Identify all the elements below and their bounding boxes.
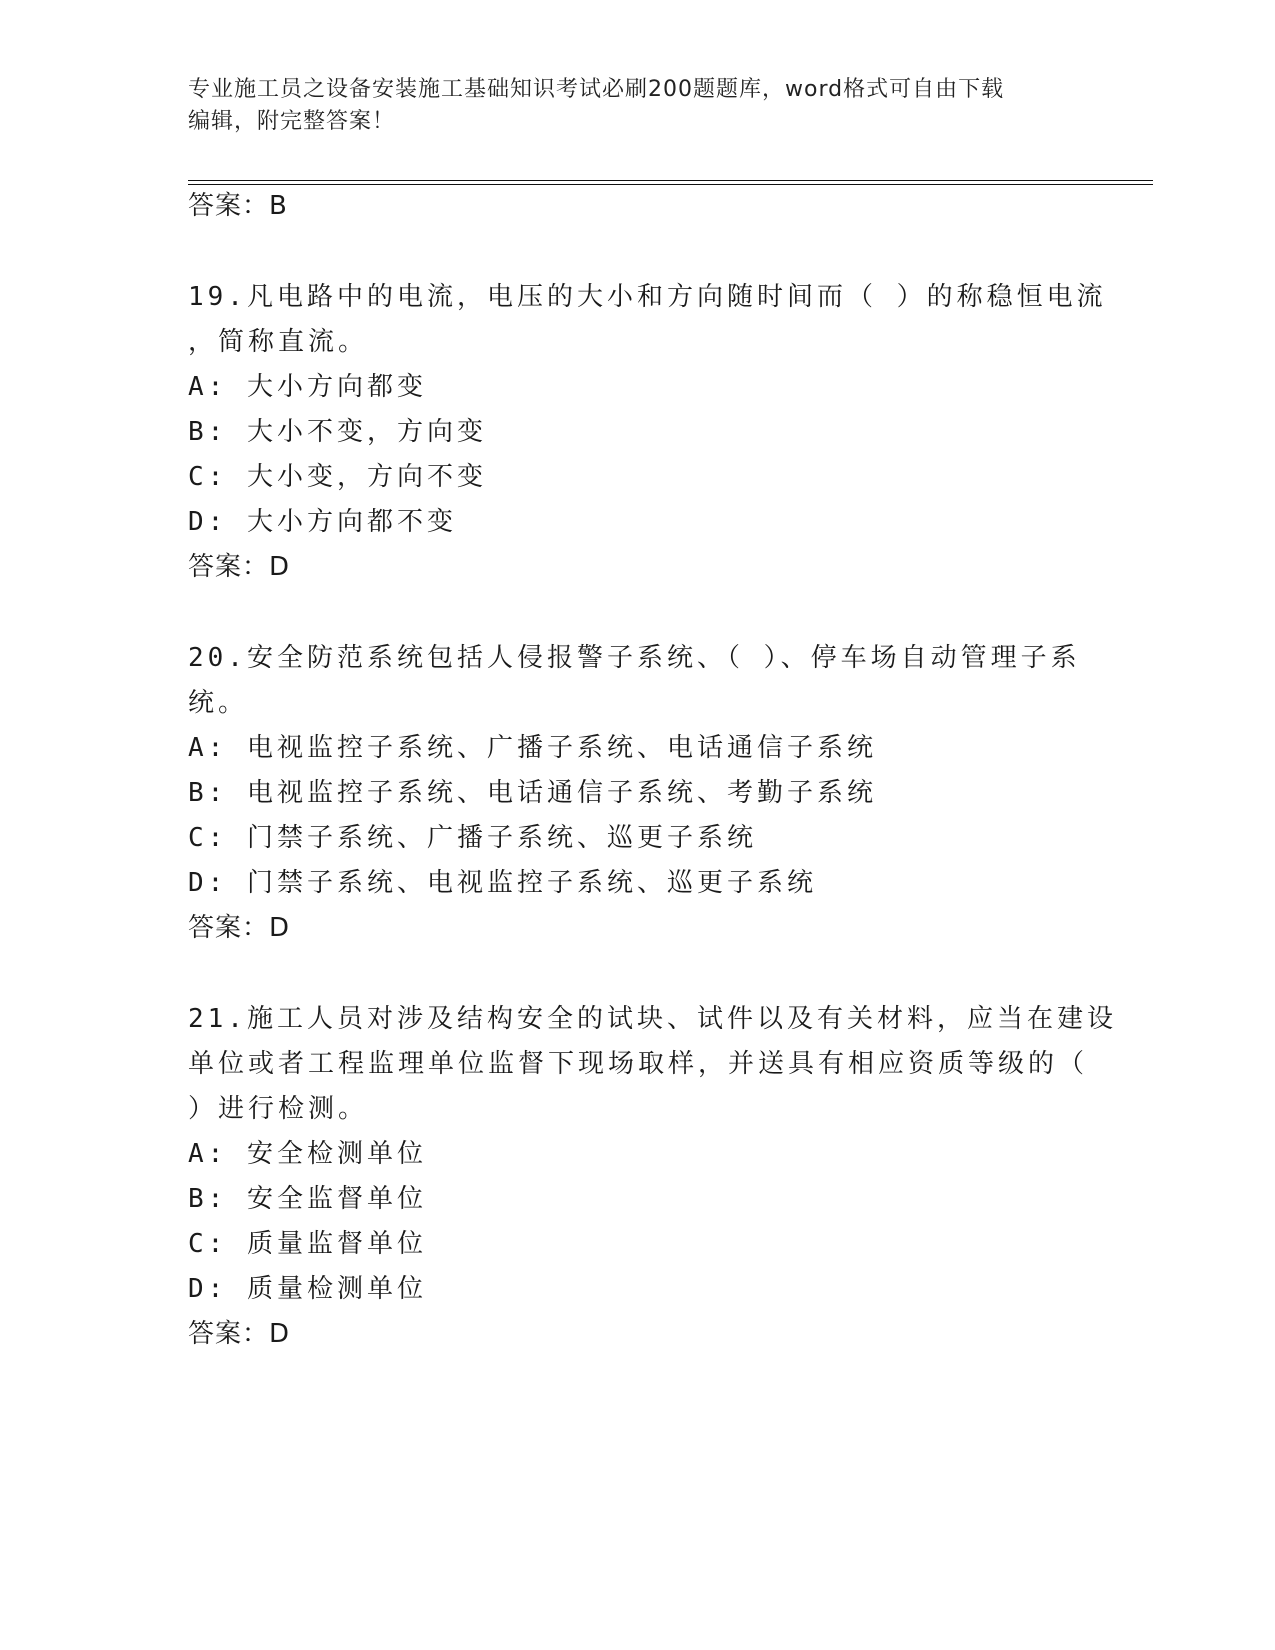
- option-b: B: 电视监控子系统、电话通信子系统、考勤子系统: [188, 778, 877, 808]
- option-b: B: 大小不变，方向变: [188, 417, 487, 447]
- option-c: C: 门禁子系统、广播子系统、巡更子系统: [188, 823, 757, 853]
- question-stem-line: ）进行检测。: [188, 1094, 369, 1124]
- option-b: B: 安全监督单位: [188, 1184, 427, 1214]
- answer: 答案：D: [188, 913, 291, 943]
- header-line-2: 编辑，附完整答案！: [188, 109, 396, 134]
- header-line-1: 专业施工员之设备安装施工基础知识考试必刷200题题库，word格式可自由下载: [188, 77, 1005, 102]
- answer: 答案：D: [188, 552, 291, 582]
- answer: 答案：D: [188, 1319, 291, 1349]
- header-divider-bottom: [188, 184, 1153, 185]
- question-stem-line: 统。: [188, 688, 249, 718]
- question-stem-line: ，简称直流。: [188, 327, 369, 357]
- header-divider-top: [188, 180, 1153, 181]
- option-d: D: 大小方向都不变: [188, 507, 457, 537]
- option-c: C: 质量监督单位: [188, 1229, 427, 1259]
- option-d: D: 门禁子系统、电视监控子系统、巡更子系统: [188, 868, 817, 898]
- option-a: A: 电视监控子系统、广播子系统、电话通信子系统: [188, 733, 877, 763]
- question-stem-line: 21.施工人员对涉及结构安全的试块、试件以及有关材料，应当在建设: [188, 1004, 1117, 1034]
- question-stem-line: 单位或者工程监理单位监督下现场取样，并送具有相应资质等级的（: [188, 1049, 1089, 1079]
- document-header: [188, 74, 1088, 138]
- option-a: A: 安全检测单位: [188, 1139, 427, 1169]
- question-stem-line: 20.安全防范系统包括人侵报警子系统、（ ）、停车场自动管理子系: [188, 643, 1081, 673]
- option-d: D: 质量检测单位: [188, 1274, 427, 1304]
- option-c: C: 大小变，方向不变: [188, 462, 487, 492]
- previous-answer: 答案：B: [188, 191, 288, 221]
- option-a: A: 大小方向都变: [188, 372, 427, 402]
- question-stem-line: 19.凡电路中的电流，电压的大小和方向随时间而（ ）的称稳恒电流: [188, 282, 1107, 312]
